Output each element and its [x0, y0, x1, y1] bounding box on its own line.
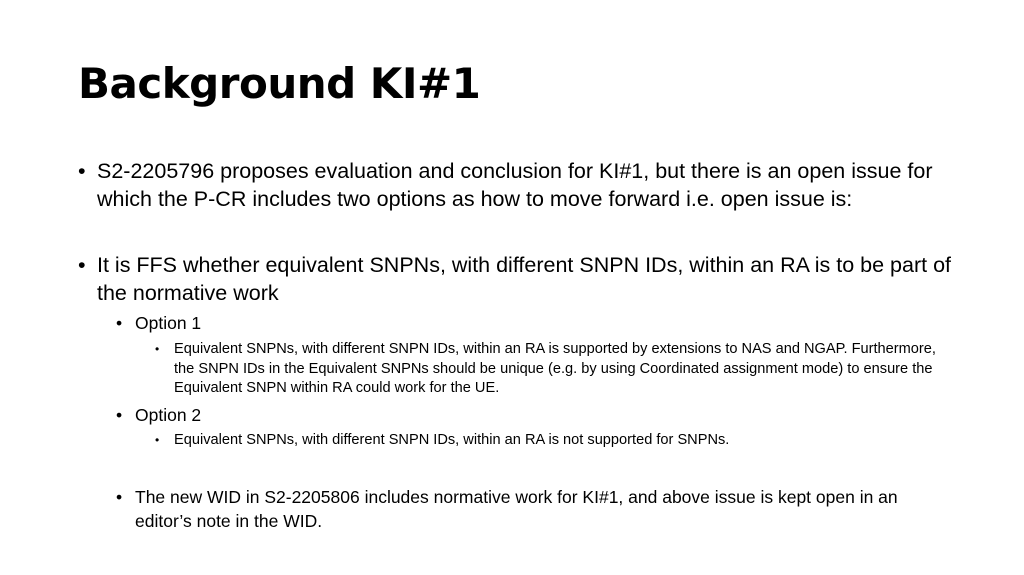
slide-title: Background KI#1: [78, 59, 481, 108]
option-2-detail-item: [155, 431, 945, 451]
option-2-item: [116, 403, 956, 427]
bullet-text-ffs: It is FFS whether equivalent SNPNs, with different SNPN IDs, within an RA is to be part of the normative work: [97, 253, 951, 305]
wid-note-text: The new WID in S2-2205806 includes normative work for KI#1, and above issue is kept open in an editor’s note in the WID.: [135, 487, 898, 531]
bullet-item-proposal: [78, 157, 958, 213]
wid-note-item: [116, 485, 956, 533]
option-2-label: Option 2: [135, 405, 202, 425]
option-1-item: [116, 311, 956, 335]
option-2-detail: Equivalent SNPNs, with different SNPN IDs, within an RA is not supported for SNPNs.: [174, 432, 730, 448]
bullet-marker: •: [155, 342, 160, 356]
bullet-marker: •: [116, 405, 123, 425]
bullet-text-proposal: S2-2205796 proposes evaluation and conclusion for KI#1, but there is an open issue for which the P-CR includes two options as how to move forward i.e. open issue is:: [97, 159, 933, 211]
option-1-label: Option 1: [135, 313, 202, 333]
bullet-marker: •: [116, 487, 123, 507]
bullet-item-ffs: [78, 251, 958, 307]
bullet-marker: •: [78, 253, 86, 277]
bullet-marker: •: [78, 159, 86, 183]
option-1-detail: Equivalent SNPNs, with different SNPN IDs, within an RA is supported by extensions to NAS and NGAP. Furthermore, the SNPN IDs in the Equivalent SNPNs should be unique (e.g. by using Coordinated assignment mode) to ensure the Equivalent SNPN within RA could work for the UE.: [174, 341, 936, 396]
bullet-marker: •: [155, 433, 160, 447]
bullet-marker: •: [116, 313, 123, 333]
option-1-detail-item: [155, 340, 945, 399]
